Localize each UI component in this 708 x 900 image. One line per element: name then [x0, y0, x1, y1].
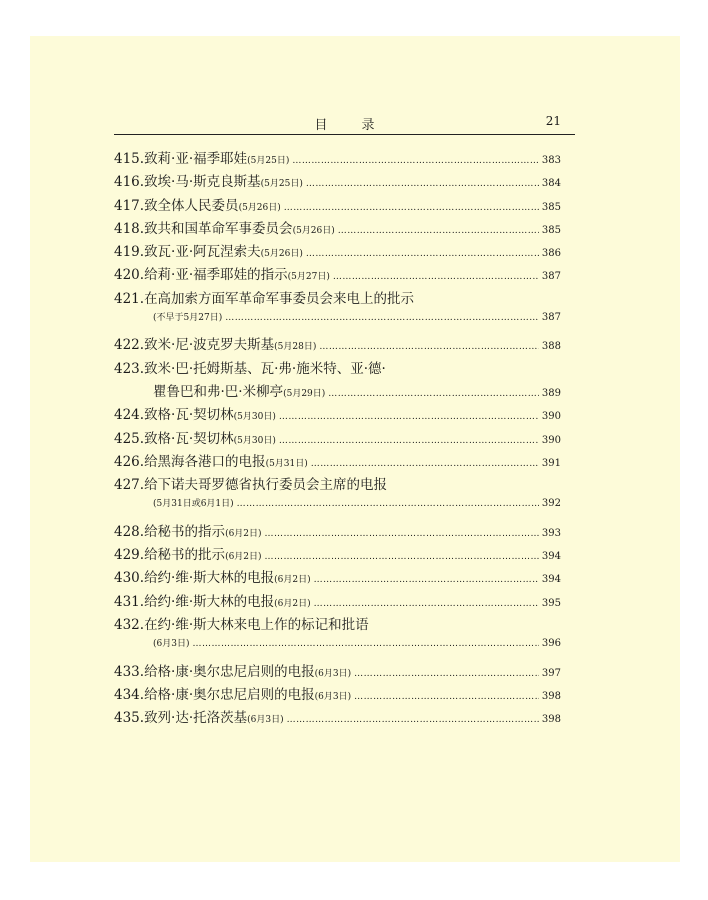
toc-entry[interactable]: [114, 660, 561, 683]
dot-leader: [237, 499, 539, 509]
entry-date: (5月29日): [283, 388, 326, 399]
toc-entry[interactable]: [114, 613, 561, 636]
dot-leader: [319, 342, 539, 352]
entry-number: 418.: [114, 220, 145, 237]
dot-leader: [328, 389, 539, 399]
entry-title: 给格·康·奥尔忠尼启则的电报: [144, 686, 315, 703]
toc-entry[interactable]: [114, 147, 561, 170]
entry-title: 给莉·亚·福季耶娃的指示: [144, 267, 288, 284]
entry-page: 396: [541, 638, 561, 650]
dot-leader: [265, 529, 539, 539]
entry-page: 394: [541, 574, 561, 586]
toc-entry[interactable]: [114, 194, 561, 217]
entry-page: 386: [541, 248, 561, 260]
entry-number: 420.: [114, 267, 145, 284]
toc-entry-continuation[interactable]: [114, 380, 561, 403]
toc-entry[interactable]: [114, 543, 561, 566]
entry-number: 427.: [114, 477, 145, 494]
entry-page: 397: [541, 667, 561, 679]
toc-entry[interactable]: [114, 520, 561, 543]
entry-date: (6月3日): [153, 639, 190, 650]
entry-page: 387: [541, 271, 561, 283]
entry-page: 398: [541, 690, 561, 702]
dot-leader: [287, 715, 539, 725]
entry-title: 致瓦·亚·阿瓦涅索夫: [144, 244, 261, 261]
entry-date: (5月26日): [292, 225, 335, 236]
toc-entry[interactable]: [114, 170, 561, 193]
toc-entry-continuation[interactable]: [114, 636, 561, 659]
entry-title: 给黑海各港口的电报: [144, 453, 266, 470]
entry-number: 429.: [114, 547, 145, 564]
entry-title: 致共和国革命军事委员会: [144, 220, 293, 237]
toc-entry[interactable]: [114, 566, 561, 589]
entry-number: 435.: [114, 710, 145, 727]
toc-entry[interactable]: [114, 706, 561, 729]
entry-date: (6月2日): [274, 598, 311, 609]
dot-leader: [354, 692, 539, 702]
table-of-contents: [114, 147, 561, 729]
entry-title: 给秘书的批示: [144, 547, 226, 564]
entry-page: 390: [541, 434, 561, 446]
entry-page: 390: [541, 411, 561, 423]
entry-page: 383: [541, 155, 561, 166]
entry-number: 417.: [114, 197, 145, 214]
entry-number: 430.: [114, 570, 145, 587]
entry-date: (6月2日): [274, 575, 311, 586]
entry-page: 393: [541, 527, 561, 539]
toc-entry[interactable]: [114, 263, 561, 286]
entry-title: 致格·瓦·契切林: [144, 430, 234, 447]
entry-number: 421.: [114, 290, 145, 307]
entry-date: (5月31日或6月1日): [153, 499, 234, 510]
dot-leader: [265, 552, 539, 562]
toc-entry[interactable]: [114, 287, 561, 310]
entry-number: 425.: [114, 430, 145, 447]
entry-date: (5月30日): [233, 435, 276, 446]
entry-page: 389: [541, 387, 561, 399]
entry-title: 给约·维·斯大林的电报: [144, 593, 275, 610]
entry-page: 395: [541, 597, 561, 609]
entry-date: (5月26日): [238, 202, 281, 213]
entry-date: (5月25日): [247, 156, 290, 166]
entry-title: 在高加索方面军革命军事委员会来电上的批示: [144, 290, 415, 307]
entry-page: 385: [541, 201, 561, 213]
entry-date: (6月3日): [314, 691, 352, 702]
entry-date: (6月2日): [225, 528, 262, 539]
entry-number: 424.: [114, 407, 145, 424]
entry-page: 388: [541, 341, 561, 353]
entry-date: (6月2日): [225, 552, 262, 563]
entry-title: 致列·达·托洛茨基: [144, 710, 248, 727]
dot-leader: [354, 669, 539, 679]
entry-date: (6月3日): [247, 715, 284, 726]
entry-page: 391: [541, 457, 561, 469]
toc-entry[interactable]: [114, 427, 561, 450]
dot-leader: [338, 226, 539, 236]
entry-number: 423.: [114, 360, 145, 377]
entry-title: 致莉·亚·福季耶娃: [144, 151, 248, 167]
entry-title: 致米·巴·托姆斯基、瓦·弗·施米特、亚·德·: [144, 360, 386, 377]
entry-title: 致格·瓦·契切林: [144, 407, 234, 424]
toc-entry-continuation[interactable]: [114, 496, 561, 519]
dot-leader: [192, 639, 538, 649]
dot-leader: [279, 412, 539, 422]
entry-page: 384: [541, 178, 561, 190]
toc-entry[interactable]: [114, 403, 561, 426]
entry-number: 419.: [114, 244, 145, 261]
entry-date: (不早于5月27日): [153, 313, 223, 324]
entry-number: 416.: [114, 174, 145, 191]
entry-number: 422.: [114, 337, 145, 354]
dot-leader: [284, 203, 539, 213]
entry-title: 给下诺夫哥罗德省执行委员会主席的电报: [144, 477, 388, 494]
toc-entry[interactable]: [114, 450, 561, 473]
entry-number: 415.: [114, 151, 145, 167]
entry-date: (6月3日): [314, 668, 352, 679]
entry-page: 392: [541, 498, 561, 510]
entry-page: 394: [541, 551, 561, 563]
toc-entry[interactable]: [114, 357, 561, 380]
entry-page: 385: [541, 224, 561, 236]
dot-leader: [311, 459, 539, 469]
entry-number: 432.: [114, 616, 145, 633]
entry-date: (5月27日): [287, 272, 330, 283]
entry-date: (5月28日): [274, 342, 317, 353]
entry-title: 给约·维·斯大林的电报: [144, 570, 275, 587]
toc-entry[interactable]: [114, 217, 561, 240]
dot-leader: [225, 313, 539, 323]
entry-title: 给秘书的指示: [144, 523, 226, 540]
dot-leader: [292, 156, 539, 166]
toc-entry-continuation[interactable]: [114, 310, 561, 333]
toc-entry[interactable]: [114, 240, 561, 263]
entry-number: 428.: [114, 523, 145, 540]
entry-number: 434.: [114, 686, 145, 703]
entry-date: (5月30日): [233, 412, 276, 423]
dot-leader: [306, 179, 539, 189]
entry-title: 致全体人民委员: [144, 197, 239, 214]
entry-number: 433.: [114, 663, 145, 680]
header-title: 目录: [314, 118, 409, 133]
entry-title: 在约·维·斯大林来电上作的标记和批语: [144, 616, 369, 633]
entry-number: 431.: [114, 593, 145, 610]
dot-leader: [314, 575, 539, 585]
dot-leader: [333, 272, 539, 282]
entry-title: 给格·康·奥尔忠尼启则的电报: [144, 663, 315, 680]
entry-page: 387: [541, 312, 561, 324]
toc-entry[interactable]: [114, 333, 561, 356]
entry-title: 致埃·马·斯克良斯基: [144, 174, 261, 191]
entry-title: 致米·尼·波克罗夫斯基: [144, 337, 275, 354]
toc-entry[interactable]: [114, 590, 561, 613]
dot-leader: [314, 599, 539, 609]
dot-leader: [279, 436, 539, 446]
header-page-number: 21: [545, 114, 561, 128]
entry-date: (5月31日): [265, 458, 308, 469]
toc-entry[interactable]: [114, 683, 561, 706]
dot-leader: [306, 249, 539, 259]
entry-number: 426.: [114, 453, 145, 470]
entry-page: 398: [541, 714, 561, 726]
entry-title-continuation: 瞿鲁巴和弗·巴·米柳亭: [153, 383, 284, 400]
page-header: [114, 110, 575, 135]
entry-date: (5月26日): [260, 249, 303, 260]
toc-entry[interactable]: [114, 473, 561, 496]
entry-date: (5月25日): [260, 179, 303, 190]
